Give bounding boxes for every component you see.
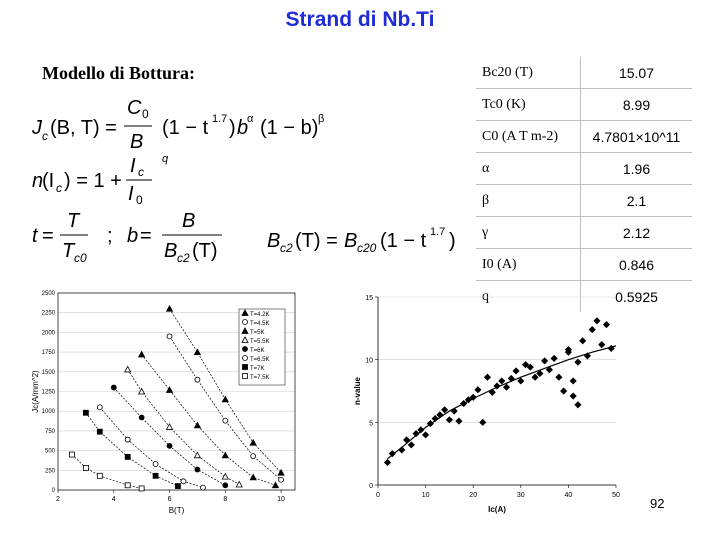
data-point xyxy=(236,481,242,487)
data-point xyxy=(125,483,130,488)
param-value: 2.12 xyxy=(581,217,693,249)
n-value-vs-ic-chart xyxy=(348,285,628,525)
data-point xyxy=(594,318,600,324)
svg-text:=: = xyxy=(140,225,152,247)
series xyxy=(385,318,615,466)
data-point xyxy=(570,378,576,384)
param-row xyxy=(476,153,692,185)
y-tick-label: 2500 xyxy=(41,291,55,297)
data-point xyxy=(83,465,88,470)
data-point xyxy=(111,385,116,390)
param-value: 4.7801×10^11 xyxy=(581,121,693,153)
data-point xyxy=(279,477,284,482)
data-point xyxy=(575,359,581,365)
data-point xyxy=(167,443,172,448)
x-tick-label: 10 xyxy=(421,492,430,499)
y-tick-label: 750 xyxy=(44,428,55,435)
y-tick-label: 250 xyxy=(44,468,55,475)
data-point xyxy=(222,452,228,458)
data-point xyxy=(243,365,248,370)
param-value: 0.846 xyxy=(581,249,693,281)
data-point xyxy=(408,442,414,448)
series-line xyxy=(72,455,142,489)
x-axis-label: Ic(A) xyxy=(488,505,506,514)
data-point xyxy=(504,384,510,390)
svg-text:(1 − t: (1 − t xyxy=(162,117,209,139)
y-tick-label: 1750 xyxy=(41,350,55,357)
data-point xyxy=(195,377,200,382)
svg-text:J: J xyxy=(32,117,42,139)
data-point xyxy=(446,417,452,423)
svg-text:β: β xyxy=(318,113,325,125)
svg-text:B: B xyxy=(344,230,358,252)
svg-text:(1 − t: (1 − t xyxy=(380,230,427,252)
svg-text:0: 0 xyxy=(136,193,143,207)
param-row xyxy=(476,121,692,153)
svg-text:n: n xyxy=(32,170,44,192)
svg-text:c: c xyxy=(42,129,48,143)
jc-vs-b-chart xyxy=(30,285,310,525)
data-point xyxy=(139,486,144,491)
data-point xyxy=(97,429,102,434)
data-point xyxy=(589,327,595,333)
svg-text:0: 0 xyxy=(142,107,149,121)
param-value: 2.1 xyxy=(581,185,693,217)
data-point xyxy=(222,396,228,402)
x-tick-label: 0 xyxy=(376,492,380,499)
svg-text:1.7: 1.7 xyxy=(212,113,228,125)
y-tick-label: 0 xyxy=(51,488,55,494)
series xyxy=(69,452,144,491)
slide-title: Strand di Nb.Ti xyxy=(285,8,435,31)
data-point xyxy=(243,320,248,325)
data-point xyxy=(575,402,581,408)
data-point xyxy=(200,485,205,490)
svg-text:c2: c2 xyxy=(177,251,190,265)
trend-line xyxy=(388,346,616,459)
svg-text:b: b xyxy=(127,225,139,247)
param-name: q xyxy=(476,281,581,313)
series-line xyxy=(128,369,240,484)
param-row xyxy=(476,249,692,281)
param-value: 0.5925 xyxy=(581,281,693,313)
svg-text:b: b xyxy=(237,117,249,139)
data-point xyxy=(542,358,548,364)
legend-label: T=4.5K xyxy=(250,321,270,327)
legend-label: T=5K xyxy=(250,330,265,336)
param-row xyxy=(476,217,692,249)
legend-label: T=6K xyxy=(250,348,265,354)
data-point xyxy=(222,474,228,480)
x-tick-label: 50 xyxy=(612,492,620,499)
data-point xyxy=(125,366,131,372)
x-tick-label: 8 xyxy=(223,496,228,503)
data-point xyxy=(556,374,562,380)
data-point xyxy=(480,419,486,425)
data-point xyxy=(243,347,248,352)
x-tick-label: 2 xyxy=(56,496,60,503)
data-point xyxy=(518,378,524,384)
data-point xyxy=(167,334,172,339)
svg-text:) = 1 +: ) = 1 + xyxy=(64,170,122,192)
data-point xyxy=(97,473,102,478)
svg-text:;: ; xyxy=(107,225,113,247)
data-point xyxy=(251,454,256,459)
svg-text:(I: (I xyxy=(42,170,55,192)
svg-text:C: C xyxy=(127,97,142,119)
data-point xyxy=(243,374,248,379)
data-point xyxy=(125,454,130,459)
svg-text:I: I xyxy=(128,183,134,205)
x-tick-label: 40 xyxy=(564,492,573,499)
svg-text:B: B xyxy=(182,210,196,232)
data-point xyxy=(570,393,576,399)
y-tick-label: 500 xyxy=(44,448,55,455)
svg-text:(T) =: (T) = xyxy=(295,230,338,252)
x-tick-label: 30 xyxy=(516,492,525,499)
svg-text:): ) xyxy=(449,230,456,252)
y-tick-label: 1500 xyxy=(41,369,55,376)
y-tick-label: 1250 xyxy=(41,389,55,396)
data-point xyxy=(442,407,448,413)
y-tick-label: 1000 xyxy=(41,409,55,416)
data-point xyxy=(153,473,158,478)
svg-text:c: c xyxy=(56,181,62,195)
svg-text:c20: c20 xyxy=(357,241,377,255)
data-point xyxy=(223,418,228,423)
svg-text:I: I xyxy=(130,155,136,177)
data-point xyxy=(250,474,256,480)
svg-text:T: T xyxy=(62,240,75,262)
data-point xyxy=(532,374,538,380)
data-point xyxy=(423,432,429,438)
y-axis-label: Jc(A/mm^2) xyxy=(31,370,40,413)
data-point xyxy=(181,479,186,484)
x-tick-label: 10 xyxy=(277,496,285,503)
model-subtitle: Modello di Bottura: xyxy=(42,63,195,83)
parameter-table xyxy=(476,57,692,312)
data-point xyxy=(499,378,505,384)
y-axis-label: n-value xyxy=(353,376,362,406)
data-point xyxy=(69,452,74,457)
data-point xyxy=(603,322,609,328)
svg-text:T: T xyxy=(67,210,80,232)
data-point xyxy=(599,342,605,348)
data-point xyxy=(250,440,256,446)
data-point xyxy=(97,405,102,410)
data-point xyxy=(513,368,519,374)
data-point xyxy=(125,437,130,442)
data-point xyxy=(223,483,228,488)
series xyxy=(125,366,243,487)
legend-label: T=7K xyxy=(250,366,265,372)
param-row xyxy=(476,185,692,217)
data-point xyxy=(484,374,490,380)
y-tick-label: 2250 xyxy=(41,310,55,317)
data-point xyxy=(385,459,391,465)
legend-label: T=6.5K xyxy=(250,357,270,363)
data-point xyxy=(551,355,557,361)
x-tick-label: 6 xyxy=(167,496,172,503)
y-tick-label: 5 xyxy=(369,420,373,428)
y-tick-label: 15 xyxy=(365,295,373,302)
data-point xyxy=(243,356,248,361)
formula-block xyxy=(22,92,472,277)
x-tick-label: 20 xyxy=(469,492,478,499)
param-value: 15.07 xyxy=(581,57,693,89)
data-point xyxy=(194,452,200,458)
svg-text:=: = xyxy=(42,225,54,247)
data-point xyxy=(456,418,462,424)
svg-text:B: B xyxy=(130,131,144,153)
y-tick-label: 0 xyxy=(369,483,373,490)
svg-text:1.7: 1.7 xyxy=(430,226,446,238)
param-name: Bc20 (T) xyxy=(476,57,581,89)
svg-text:c2: c2 xyxy=(280,241,293,255)
data-point xyxy=(195,467,200,472)
data-point xyxy=(175,484,180,489)
legend-label: T=7.5K xyxy=(250,375,270,381)
svg-text:c0: c0 xyxy=(74,251,87,265)
data-point xyxy=(139,415,144,420)
param-value: 1.96 xyxy=(581,153,693,185)
param-name: α xyxy=(476,153,581,185)
x-tick-label: 4 xyxy=(111,496,116,503)
data-point xyxy=(153,461,158,466)
y-tick-label: 2000 xyxy=(41,330,55,337)
data-point xyxy=(194,422,200,428)
y-tick-label: 10 xyxy=(365,357,373,365)
svg-text:B: B xyxy=(164,240,178,262)
param-row xyxy=(476,89,692,121)
svg-text:α: α xyxy=(247,113,254,125)
svg-text:t: t xyxy=(32,225,38,247)
svg-text:(B, T) =: (B, T) = xyxy=(50,117,117,139)
svg-text:B: B xyxy=(267,230,281,252)
page-number: 92 xyxy=(650,496,665,511)
param-name: β xyxy=(476,185,581,217)
svg-text:q: q xyxy=(162,153,169,165)
data-point xyxy=(580,338,586,344)
legend-label: T=4.2K xyxy=(250,312,270,318)
svg-text:c: c xyxy=(138,165,144,179)
data-point xyxy=(475,387,481,393)
param-value: 8.99 xyxy=(581,89,693,121)
param-name: γ xyxy=(476,217,581,249)
param-name: C0 (A T m-2) xyxy=(476,121,581,153)
svg-text:(1 − b): (1 − b) xyxy=(260,117,319,139)
series-line xyxy=(100,407,203,487)
svg-text:): ) xyxy=(229,117,236,139)
param-name: I0 (A) xyxy=(476,249,581,281)
series-line xyxy=(114,388,226,486)
data-point xyxy=(272,482,278,488)
data-point xyxy=(83,410,88,415)
legend-label: T=5.5K xyxy=(250,339,270,345)
param-name: Tc0 (K) xyxy=(476,89,581,121)
param-row xyxy=(476,57,692,89)
data-point xyxy=(167,306,173,312)
x-axis-label: B(T) xyxy=(168,506,185,515)
data-point xyxy=(561,388,567,394)
svg-text:(T): (T) xyxy=(192,240,218,262)
